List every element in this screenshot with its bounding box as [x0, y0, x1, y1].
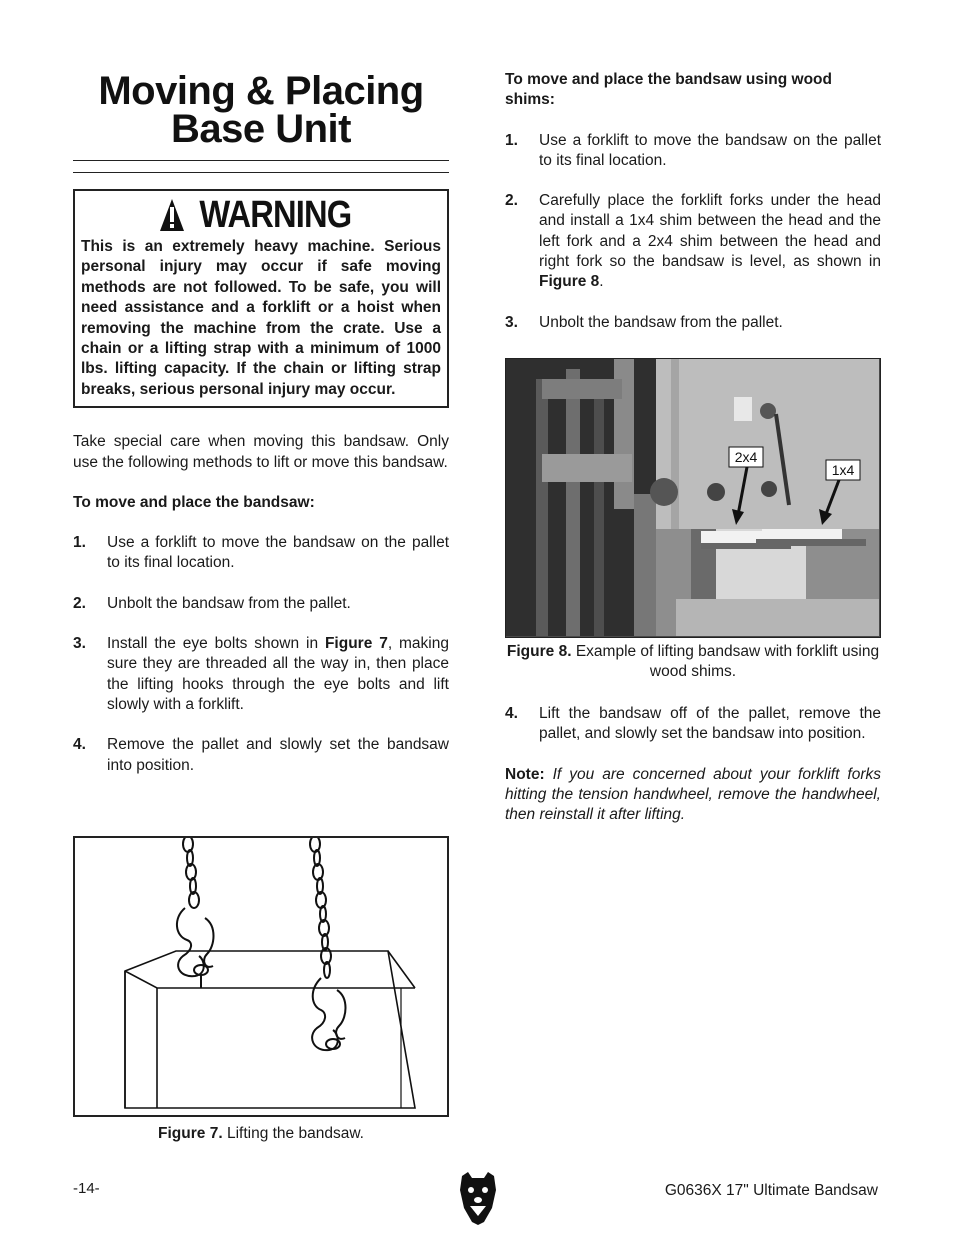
warning-box: [73, 189, 449, 408]
step-text: Remove the pallet and slowly set the bandsaw into position.: [107, 736, 449, 774]
figure8-reference: Figure 8: [539, 273, 600, 291]
figure8-caption: [505, 642, 881, 683]
step-number: 3.: [73, 635, 86, 653]
step-text: Lift the bandsaw off of the pallet, remove the pallet, and slowly set the bandsaw into position.: [539, 705, 881, 743]
section2-step-4: [505, 704, 881, 745]
step-number: 4.: [73, 736, 86, 754]
model-footer: G0636X 17" Ultimate Bandsaw: [664, 1182, 878, 1199]
step-number: 3.: [505, 313, 518, 331]
intro-paragraph: Take special care when moving this bandsaw. Only use the following methods to lift or move this bandsaw.: [73, 433, 449, 471]
step-number: 1.: [505, 131, 518, 149]
right-column: [505, 70, 881, 333]
step-text: Unbolt the bandsaw from the pallet.: [107, 594, 351, 612]
title-rule-bottom: [73, 172, 449, 173]
step-text: Use a forklift to move the bandsaw on the pallet to its final location.: [107, 534, 449, 572]
callout-2x4: 2x4: [734, 449, 758, 465]
step-text: [107, 634, 449, 715]
figure8-caption-text: Example of lifting bandsaw with forklift using wood shims.: [571, 643, 880, 681]
page-title-line2: Base Unit: [171, 107, 351, 151]
page-number: -14-: [73, 1180, 100, 1197]
warning-text: This is an extremely heavy machine. Serious personal injury may occur if safe moving methods are not followed. To be safe, you will need assistance and a forklift or a hoist when removing the machine from the crate. Use a chain or a lifting strap with a minimum of 1000 lbs. lifting capacity. If the chain or lifting strap breaks, serious personal injury may occur.: [81, 238, 441, 398]
figure7-label: Figure 7.: [158, 1125, 223, 1142]
warning-header: [81, 195, 441, 235]
step-text-post: .: [599, 273, 604, 291]
step-text: [539, 191, 881, 292]
left-column: [73, 70, 449, 776]
page-title-line1: Moving & Placing: [98, 69, 424, 113]
lifting-chains-illustration: [75, 838, 447, 1115]
figure7-reference: Figure 7: [324, 635, 388, 653]
section1-step-1: [73, 533, 449, 574]
section1-step-4: [73, 735, 449, 776]
warning-word: WARNING: [199, 193, 351, 236]
figure8-label: Figure 8.: [506, 643, 572, 660]
step-number: 1.: [73, 534, 86, 552]
section1-step-3: [73, 634, 449, 715]
step-number: 2.: [505, 192, 518, 210]
right-column-lower: [505, 704, 881, 825]
step-text: Unbolt the bandsaw from the pallet.: [539, 313, 783, 331]
section2-heading: To move and place the bandsaw using wood shims:: [505, 71, 832, 109]
note-label: Note:: [505, 765, 545, 783]
note-text: If you are concerned about your forklift forks hitting the tension handwheel, remove the handwheel, then reinstall it after lifting.: [505, 765, 881, 824]
bear-logo-icon: [456, 1170, 500, 1226]
step-number: 2.: [73, 594, 86, 612]
section2-step-1: [505, 131, 881, 172]
section2-step-3: [505, 313, 881, 333]
figure7-image: [73, 836, 449, 1117]
section2-step-2: [505, 191, 881, 292]
step-number: 4.: [505, 705, 518, 722]
warning-triangle-icon: [159, 198, 185, 232]
note-paragraph: [505, 765, 881, 826]
forklift-shims-photo: [506, 359, 879, 636]
section1-step-2: [73, 594, 449, 614]
page-title: [73, 69, 449, 151]
figure8-image: [505, 358, 881, 638]
section1-heading: To move and place the bandsaw:: [73, 493, 315, 511]
title-rule-top: [73, 160, 449, 161]
figure7-caption-text: Lifting the bandsaw.: [222, 1125, 364, 1142]
step-text: Use a forklift to move the bandsaw on the pallet to its final location.: [539, 131, 881, 169]
step-text-pre: Carefully place the forklift forks under the head and install a 1x4 shim between the head and the left fork and a 2x4 shim between the head and right fork so the bandsaw is level, as shown in: [539, 192, 881, 271]
figure7-caption: [73, 1124, 449, 1144]
callout-1x4: 1x4: [831, 462, 855, 478]
step-text-pre: Install the eye bolts shown in: [107, 635, 325, 653]
step-text-post: , making sure they are threaded all the way in, then place the lifting hooks through the eye bolts and lift slowly with a forklift.: [107, 635, 449, 713]
